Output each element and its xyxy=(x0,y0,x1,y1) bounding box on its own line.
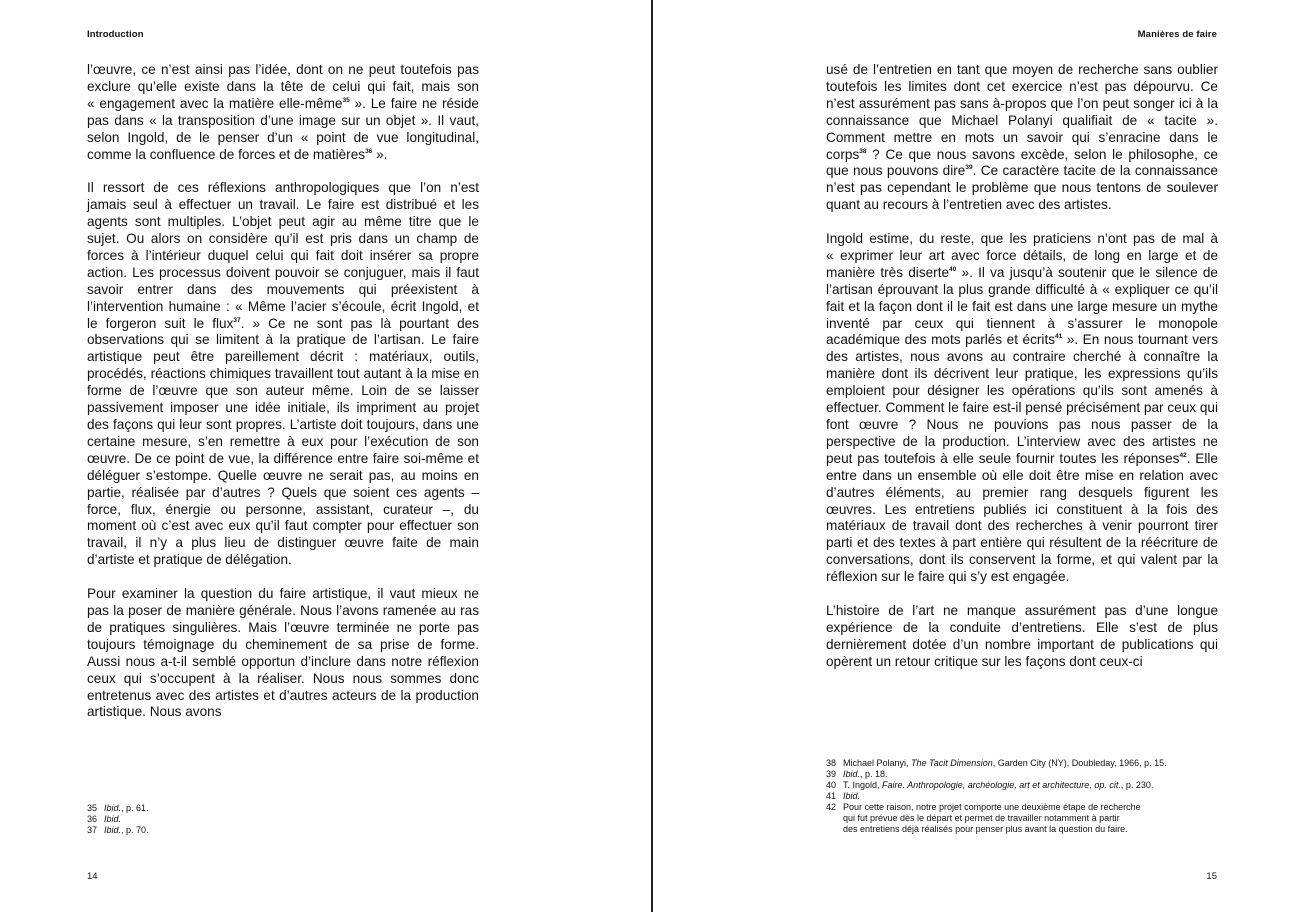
footnote-ref[interactable]: 41 xyxy=(1055,333,1063,341)
paragraph: Pour examiner la question du faire artistique, il vaut mieux ne pas la poser de manière générale. Nous l’avons ramenée au ras de pratiques singulières. Mais l’œuvre terminée ne porte pas toujours témoignage du cheminement de sa prise de forme. Aussi nous a-t-il semblé opportun d’inclure dans notre réflexion ceux qui s’occupent à la réaliser. Nous nous sommes donc entretenus avec des artistes et d’autres acteurs de la production artistique. Nous avons xyxy=(87,586,479,720)
footnote: 36 Ibid. xyxy=(87,814,122,824)
body-text xyxy=(826,62,1218,671)
footnotes xyxy=(87,803,477,836)
footnote-ref[interactable]: 35 xyxy=(342,96,350,104)
footnote: 37 Ibid., p. 70. xyxy=(87,825,149,835)
running-head: Introduction xyxy=(87,29,144,40)
footnote-ref[interactable]: 36 xyxy=(365,147,373,155)
footnote-ref[interactable]: 40 xyxy=(949,265,957,273)
paragraph: l’œuvre, ce n’est ainsi pas l’idée, dont on ne peut toutefois pas exclure qu’elle existe dans la tête de celui qui fait, mais son « engagement avec la matière elle-même$^{35}$ ». Le faire ne réside pas dans « la transposition d’une image sur un objet ». Il vaut, selon Ingold, de le penser d’un « point de vue longitudinal, comme la confluence de forces et de matières$^{36}$ ». xyxy=(87,62,479,162)
page-number: 14 xyxy=(87,871,98,882)
right-page xyxy=(653,0,1304,912)
footnote-ref[interactable]: 39 xyxy=(965,164,973,172)
running-head: Manières de faire xyxy=(1137,29,1217,40)
paragraph: Il ressort de ces réflexions anthropologiques que l’on n’est jamais seul à effectuer un travail. Le faire est distribué et les agents sont multiples. L’objet peut agir au même titre que le sujet. Ou alors on considère qu’il est pris dans un champ de forces à l’intérieur duquel celui qui fait doit insérer sa propre action. Les processus doivent pouvoir se conjuguer, mais il faut savoir entrer dans des mouvements qui préexistent à l’intervention humaine : « Même l’acier s’écoule, écrit Ingold, et le forgeron suit le flux$^{37}$. » Ce ne sont pas là pourtant des observations qui se limitent à la pratique de l’artisan. Le faire artistique peut être pareillement décrit : matériaux, outils, procédés, réactions chimiques travaillent tout autant à la mise en forme de l’œuvre que son auteur même. Loin de se laisser passivement imposer une idée initiale, ils impriment au projet des façons qui leur sont propres. L’artiste doit toujours, dans une certaine mesure, s’en remettre à eux pour l’exécution de son œuvre. De ce point de vue, la différence entre faire soi-même et déléguer s’estompe. Quelle œuvre ne serait pas, au moins en partie, réalisée par d’autres ? Quels que soient ces agents – force, flux, énergie ou personne, assistant, curateur –, du moment où c’est avec eux qu’il faut compter pour effectuer son travail, il n’y a plus lieu de distinguer œuvre faite de main d’artiste et pratique de délégation. xyxy=(87,180,479,568)
paragraph: Ingold estime, du reste, que les praticiens n’ont pas de mal à « exprimer leur art avec force détails, de long en large et de manière très diserte$^{40}$ ». Il va jusqu’à soutenir que le silence de l’artisan éprouvant la plus grande difficulté à « expliquer ce qu’il fait et la façon dont il le fait est dans une large mesure un mythe inventé par ceux qui tiennent à s’assurer le monopole académique des mots parlés et écrits$^{41}$ ». En nous tournant vers des artistes, nous avons au contraire cherché à connaître la manière dont ils décrivent leur pratique, les expressions qu’ils emploient pour désigner les opérations qu’ils sont amenés à effectuer. Comment le faire est-il pensé précisément par ceux qui font œuvre ? Nous ne pouvions pas nous passer de la perspective de la production. L’interview avec des artistes ne peut pas toutefois à elle seule fournir toutes les réponses$^{42}$. Elle entre dans un ensemble où elle doit être mise en relation avec d’autres éléments, au premier rang desquels figurent les œuvres. Les entretiens publiés ici constituent à la fois des matériaux de travail dont des recherches à venir pourront tirer parti et des textes à part entière qui résultent de la réécriture de conversations, dont ils conservent la forme, et qui valent par la réflexion sur le faire qui s’y est engagée. xyxy=(826,231,1218,585)
footnote: 39 Ibid., p. 18. xyxy=(826,769,888,779)
footnote: 40 T. Ingold, Faire. Anthropologie, archéologie, art et architecture, op. cit., p. 230. xyxy=(826,780,1154,790)
paragraph: L’histoire de l’art ne manque assurément pas d’une longue expérience de la conduite d’entretiens. Elle s’est de plus dernièrement dotée d’un nombre important de publications qui opèrent un retour critique sur les façons dont ceux-ci xyxy=(826,602,1218,669)
footnote-ref[interactable]: 42 xyxy=(1179,451,1187,459)
footnote-ref[interactable]: 38 xyxy=(859,147,867,155)
left-page xyxy=(0,0,651,912)
footnotes xyxy=(826,758,1218,835)
footnote: 38 Michael Polanyi, The Tacit Dimension, Garden City (NY), Doubleday, 1966, p. 15. xyxy=(826,758,1167,768)
footnote: 41 Ibid. xyxy=(826,791,861,801)
footnote-ref[interactable]: 37 xyxy=(233,316,241,324)
footnote: 42 Pour cette raison, notre projet comporte une deuxième étape de recherche qui fut prévue dès le départ et permet de travailler notamment à partir des entretiens déjà réalisés pour penser plus avant la question du faire. xyxy=(826,802,1141,834)
paragraph: usé de l’entretien en tant que moyen de recherche sans oublier toutefois les limites dont cet exercice n’est pas dépourvu. Ce n’est assurément pas sans à-propos que l’on peut songer ici à la connaissance que Michael Polanyi qualifiait de « tacite ». Comment mettre en mots un savoir qui s’enracine dans le corps$^{38}$ ? Ce que nous savons excède, selon le philosophe, ce que nous pouvons dire$^{39}$. Ce caractère tacite de la connaissance n’est pas cependant le problème que nous tentons de soulever quant au recours à l’entretien avec des artistes. xyxy=(826,62,1218,213)
footnote: 35 Ibid., p. 61. xyxy=(87,803,149,813)
page-number: 15 xyxy=(1206,871,1217,882)
body-text xyxy=(87,62,479,721)
